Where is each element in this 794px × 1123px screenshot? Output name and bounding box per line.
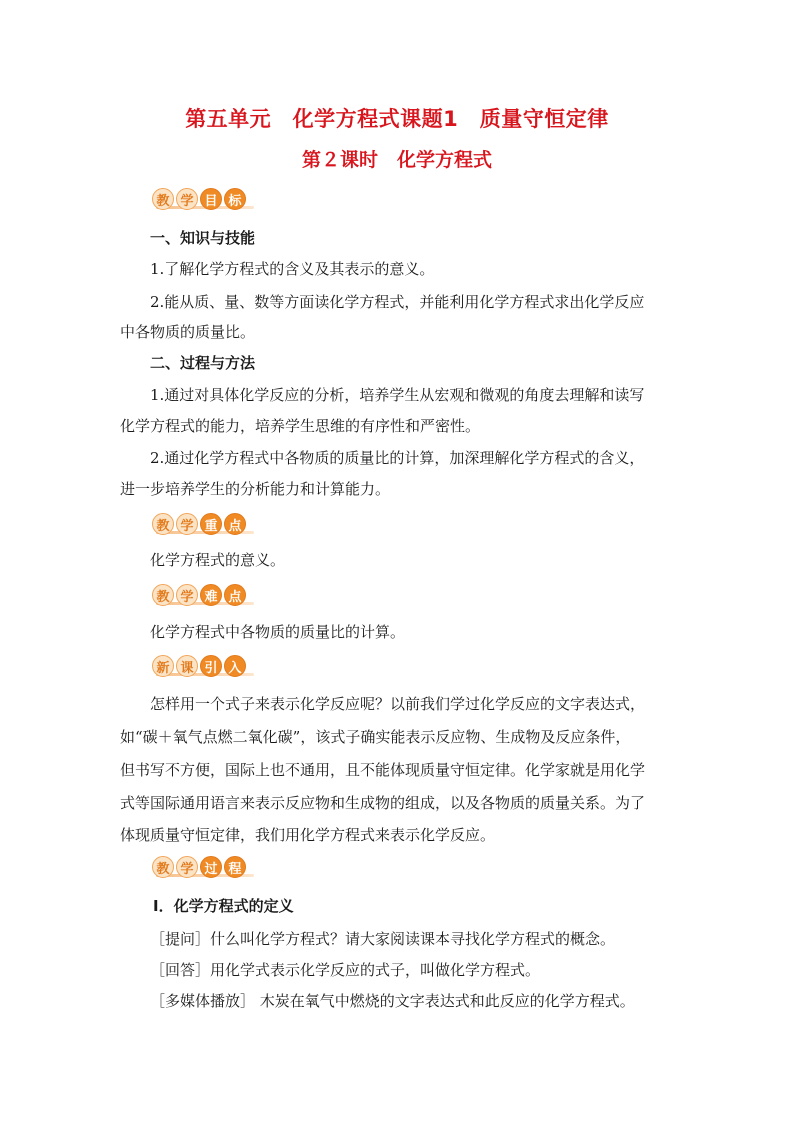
paragraph-line: ［多媒体播放］ 木炭在氧气中燃烧的文字表达式和此反应的化学方程式。 (150, 992, 635, 1010)
paragraph-line: ［提问］什么叫化学方程式？请大家阅读课本寻找化学方程式的概念。 (150, 930, 616, 948)
difficulty-text: 化学方程式中各物质的质量比的计算。 (150, 623, 406, 641)
paragraph-line: 进一步培养学生的分析能力和计算能力。 (120, 480, 391, 498)
paragraph-line: 1.通过对具体化学反应的分析，培养学生从宏观和微观的角度去理解和读写 (150, 386, 645, 404)
badge-char: 点 (224, 584, 246, 606)
badge-char: 引 (200, 655, 222, 677)
badge-char: 过 (200, 856, 222, 878)
badge-char: 学 (176, 513, 198, 535)
badge-char: 学 (176, 584, 198, 606)
badge-char: 重 (200, 513, 222, 535)
paragraph-line: 式等国际通用语言来表示反应物和生成物的组成，以及各物质的质量关系。为了 (120, 794, 646, 812)
badge-char: 学 (176, 856, 198, 878)
paragraph-line: ［回答］用化学式表示化学反应的式子，叫做化学方程式。 (150, 961, 541, 979)
section-heading-process: 二、过程与方法 (150, 354, 256, 372)
badge-char: 新 (152, 655, 174, 677)
badge-char: 教 (152, 584, 174, 606)
paragraph-line: 怎样用一个式子来表示化学反应呢？以前我们学过化学反应的文字表达式， (150, 695, 646, 713)
document-title: 第五单元 化学方程式课题1 质量守恒定律 (185, 107, 609, 131)
badge-char: 程 (224, 856, 246, 878)
section-heading-definition: Ⅰ．化学方程式的定义 (153, 897, 294, 915)
paragraph-line: 中各物质的质量比。 (120, 323, 256, 341)
section-heading-knowledge: 一、知识与技能 (150, 229, 256, 247)
badge-char: 标 (224, 188, 246, 210)
paragraph-line: 化学方程式的能力，培养学生思维的有序性和严密性。 (120, 417, 481, 435)
paragraph-line: 但书写不方便，国际上也不通用，且不能体现质量守恒定律。化学家就是用化学 (120, 761, 646, 779)
badge-lesson-intro (152, 654, 248, 678)
paragraph-line: 1.了解化学方程式的含义及其表示的意义。 (150, 260, 435, 278)
badge-char: 目 (200, 188, 222, 210)
badge-teaching-goals (152, 187, 248, 211)
badge-char: 教 (152, 188, 174, 210)
badge-teaching-process (152, 855, 248, 879)
badge-char: 教 (152, 513, 174, 535)
badge-char: 入 (224, 655, 246, 677)
badge-char: 教 (152, 856, 174, 878)
paragraph-line: 如“碳＋氧气点燃二氧化碳”，该式子确实能表示反应物、生成物及反应条件， (120, 728, 631, 746)
badge-char: 学 (176, 188, 198, 210)
paragraph-line: 2.通过化学方程式中各物质的质量比的计算，加深理解化学方程式的含义， (150, 449, 645, 467)
key-point-text: 化学方程式的意义。 (150, 551, 286, 569)
badge-char: 难 (200, 584, 222, 606)
badge-difficulties (152, 583, 248, 607)
badge-key-points (152, 512, 248, 536)
paragraph-line: 体现质量守恒定律，我们用化学方程式来表示化学反应。 (120, 826, 496, 844)
paragraph-line: 2.能从质、量、数等方面读化学方程式，并能利用化学方程式求出化学反应 (150, 293, 645, 311)
document-subtitle: 第２课时 化学方程式 (301, 149, 492, 171)
badge-char: 课 (176, 655, 198, 677)
badge-char: 点 (224, 513, 246, 535)
